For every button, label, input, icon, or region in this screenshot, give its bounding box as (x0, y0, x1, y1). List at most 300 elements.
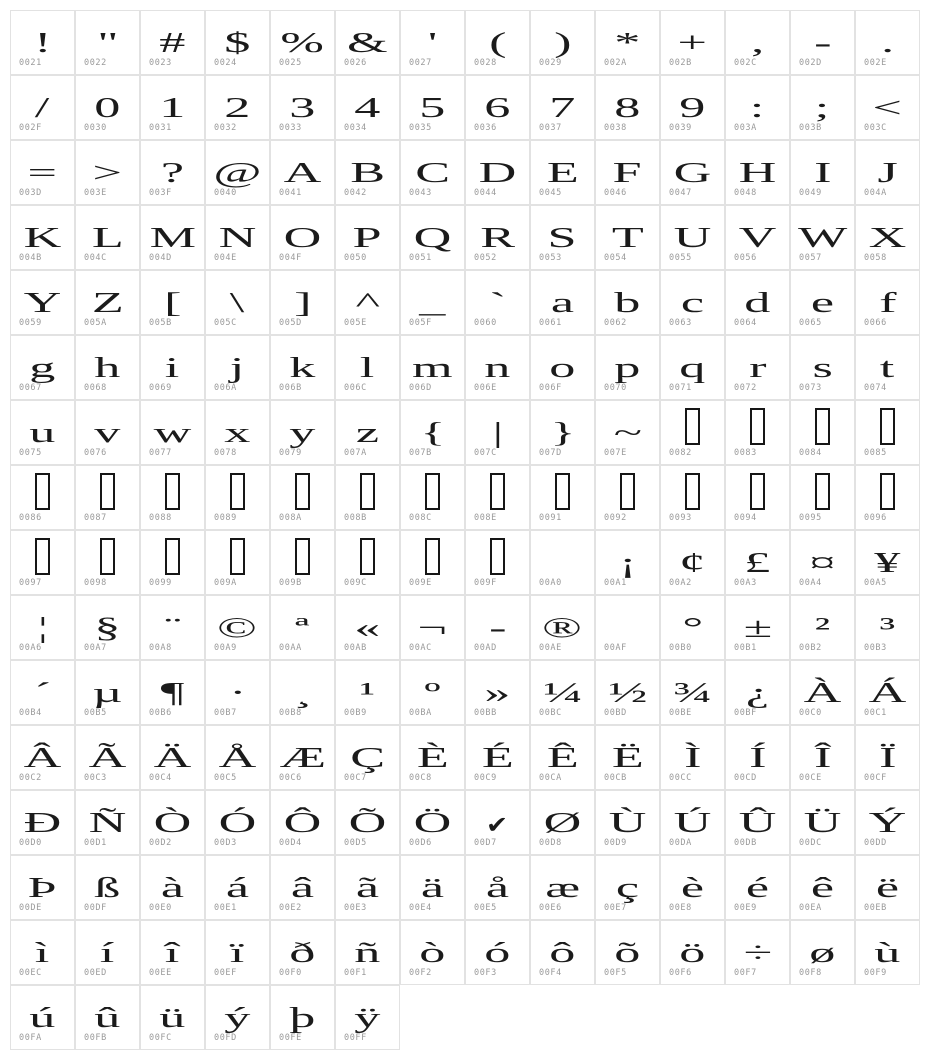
glyph-cell-0092[interactable] (595, 465, 660, 530)
glyph-cell-00B9[interactable] (335, 660, 400, 725)
glyph-cell-0074[interactable] (855, 335, 920, 400)
glyph-cell-0084[interactable] (790, 400, 855, 465)
glyph-cell-002C[interactable] (725, 10, 790, 75)
glyph-cell-00FE[interactable] (270, 985, 335, 1050)
glyph (661, 661, 724, 708)
codepoint-label: 005D (279, 318, 302, 328)
glyph-cell-00C4[interactable] (140, 725, 205, 790)
glyph (531, 531, 594, 578)
glyph-cell-00C5[interactable] (205, 725, 270, 790)
glyph-cell-007E[interactable] (595, 400, 660, 465)
glyph-cell-00E2[interactable] (270, 855, 335, 920)
glyph (11, 206, 74, 253)
glyph-cell-0095[interactable] (790, 465, 855, 530)
glyph-cell-0075[interactable] (10, 400, 75, 465)
glyph-cell-003E[interactable] (75, 140, 140, 205)
glyph-cell-0038[interactable] (595, 75, 660, 140)
glyph-cell-0045[interactable] (530, 140, 595, 205)
glyph-cell-0070[interactable] (595, 335, 660, 400)
codepoint-label: 00D4 (279, 838, 302, 848)
glyph-cell-009B[interactable] (270, 530, 335, 595)
glyph-cell-00F7[interactable] (725, 920, 790, 985)
codepoint-label: 00DA (669, 838, 692, 848)
glyph-character: · (228, 677, 247, 709)
glyph-character: c (680, 287, 705, 319)
glyph-cell-00F3[interactable] (465, 920, 530, 985)
glyph-cell-00AD[interactable] (465, 595, 530, 660)
glyph-cell-0057[interactable] (790, 205, 855, 270)
glyph-cell-008A[interactable] (270, 465, 335, 530)
glyph-cell-0035[interactable] (400, 75, 465, 140)
glyph-cell-0049[interactable] (790, 140, 855, 205)
glyph-cell-0083[interactable] (725, 400, 790, 465)
glyph-cell-003A[interactable] (725, 75, 790, 140)
glyph-cell-0042[interactable] (335, 140, 400, 205)
glyph-cell-006E[interactable] (465, 335, 530, 400)
glyph-cell-005B[interactable] (140, 270, 205, 335)
glyph-character: n (484, 352, 511, 384)
glyph-character: ^ (355, 287, 380, 319)
notdef-glyph (271, 531, 334, 578)
glyph-character: Ï (878, 742, 897, 774)
glyph-cell-00FF[interactable] (335, 985, 400, 1050)
glyph (206, 76, 269, 123)
notdef-box-icon (35, 473, 50, 510)
glyph-cell-0022[interactable] (75, 10, 140, 75)
glyph-cell-00E3[interactable] (335, 855, 400, 920)
glyph-cell-0079[interactable] (270, 400, 335, 465)
glyph (206, 921, 269, 968)
glyph-cell-00D2[interactable] (140, 790, 205, 855)
glyph-cell-00DE[interactable] (10, 855, 75, 920)
glyph-cell-0054[interactable] (595, 205, 660, 270)
glyph-character: µ (92, 677, 123, 709)
glyph (466, 271, 529, 318)
glyph-cell-004F[interactable] (270, 205, 335, 270)
codepoint-label: 0027 (409, 58, 432, 68)
glyph-cell-00E8[interactable] (660, 855, 725, 920)
glyph-cell-003C[interactable] (855, 75, 920, 140)
glyph-cell-00ED[interactable] (75, 920, 140, 985)
glyph-character: m (412, 352, 453, 384)
glyph-cell-00C3[interactable] (75, 725, 140, 790)
codepoint-label: 00AA (279, 643, 302, 653)
glyph-cell-004B[interactable] (10, 205, 75, 270)
glyph-cell-00C6[interactable] (270, 725, 335, 790)
glyph-cell-0051[interactable] (400, 205, 465, 270)
glyph-cell-00EF[interactable] (205, 920, 270, 985)
glyph-cell-00D9[interactable] (595, 790, 660, 855)
glyph-cell-00F5[interactable] (595, 920, 660, 985)
glyph-cell-00CC[interactable] (660, 725, 725, 790)
glyph-cell-004C[interactable] (75, 205, 140, 270)
glyph (661, 11, 724, 58)
glyph-cell-0055[interactable] (660, 205, 725, 270)
glyph-cell-0029[interactable] (530, 10, 595, 75)
codepoint-label: 00A9 (214, 643, 237, 653)
glyph-cell-00AB[interactable] (335, 595, 400, 660)
glyph-cell-0050[interactable] (335, 205, 400, 270)
glyph-cell-00A5[interactable] (855, 530, 920, 595)
glyph (726, 271, 789, 318)
glyph-cell-0086[interactable] (10, 465, 75, 530)
glyph-cell-0026[interactable] (335, 10, 400, 75)
glyph (271, 206, 334, 253)
glyph-cell-00D4[interactable] (270, 790, 335, 855)
glyph (791, 11, 854, 58)
glyph-character: ÷ (743, 937, 772, 969)
glyph-cell-00A4[interactable] (790, 530, 855, 595)
codepoint-label: 00A5 (864, 578, 887, 588)
glyph-cell-002B[interactable] (660, 10, 725, 75)
glyph-cell-0099[interactable] (140, 530, 205, 595)
glyph-cell-00B6[interactable] (140, 660, 205, 725)
glyph-cell-00D6[interactable] (400, 790, 465, 855)
glyph-cell-0030[interactable] (75, 75, 140, 140)
glyph-cell-005D[interactable] (270, 270, 335, 335)
glyph-cell-003D[interactable] (10, 140, 75, 205)
glyph-cell-00F1[interactable] (335, 920, 400, 985)
glyph-cell-0052[interactable] (465, 205, 530, 270)
glyph-cell-0061[interactable] (530, 270, 595, 335)
glyph-cell-00D5[interactable] (335, 790, 400, 855)
glyph-character: à (160, 872, 185, 904)
glyph-cell-0065[interactable] (790, 270, 855, 335)
glyph-cell-00AF[interactable] (595, 595, 660, 660)
glyph-cell-00CE[interactable] (790, 725, 855, 790)
glyph-cell-005A[interactable] (75, 270, 140, 335)
glyph-cell-00A0[interactable] (530, 530, 595, 595)
glyph-cell-00FC[interactable] (140, 985, 205, 1050)
glyph-cell-00F2[interactable] (400, 920, 465, 985)
glyph-cell-0097[interactable] (10, 530, 75, 595)
glyph-cell-00C8[interactable] (400, 725, 465, 790)
glyph-cell-0033[interactable] (270, 75, 335, 140)
notdef-glyph (661, 401, 724, 448)
glyph (141, 11, 204, 58)
glyph-cell-0027[interactable] (400, 10, 465, 75)
glyph (271, 336, 334, 383)
notdef-box-icon (685, 473, 700, 510)
glyph-cell-0046[interactable] (595, 140, 660, 205)
glyph-character: § (94, 612, 121, 644)
glyph-cell-00F0[interactable] (270, 920, 335, 985)
glyph (791, 76, 854, 123)
glyph-character: Ç (350, 742, 385, 774)
glyph-cell-0066[interactable] (855, 270, 920, 335)
glyph-cell-0089[interactable] (205, 465, 270, 530)
codepoint-label: 0044 (474, 188, 497, 198)
glyph-cell-0058[interactable] (855, 205, 920, 270)
glyph-cell-002E[interactable] (855, 10, 920, 75)
glyph (661, 76, 724, 123)
glyph-cell-00D3[interactable] (205, 790, 270, 855)
glyph-cell-00EC[interactable] (10, 920, 75, 985)
glyph-cell-00C9[interactable] (465, 725, 530, 790)
glyph-cell-00DF[interactable] (75, 855, 140, 920)
glyph-cell-0037[interactable] (530, 75, 595, 140)
glyph-character: 8 (614, 92, 641, 124)
glyph-cell-00D7[interactable] (465, 790, 530, 855)
glyph-cell-0088[interactable] (140, 465, 205, 530)
glyph-character: Ê (546, 742, 579, 774)
glyph-cell-00CB[interactable] (595, 725, 660, 790)
glyph-cell-0053[interactable] (530, 205, 595, 270)
glyph-cell-00E4[interactable] (400, 855, 465, 920)
glyph-cell-0068[interactable] (75, 335, 140, 400)
glyph-cell-0062[interactable] (595, 270, 660, 335)
glyph-character: â (290, 872, 315, 904)
glyph-character: b (614, 287, 641, 319)
glyph-cell-00B8[interactable] (270, 660, 335, 725)
glyph-character: Ö (413, 807, 452, 839)
glyph-cell-00E5[interactable] (465, 855, 530, 920)
glyph-cell-00B1[interactable] (725, 595, 790, 660)
glyph-cell-00E1[interactable] (205, 855, 270, 920)
glyph-cell-00BB[interactable] (465, 660, 530, 725)
glyph-cell-00B2[interactable] (790, 595, 855, 660)
glyph-cell-007B[interactable] (400, 400, 465, 465)
glyph-cell-0071[interactable] (660, 335, 725, 400)
glyph-cell-0034[interactable] (335, 75, 400, 140)
glyph-cell-00AA[interactable] (270, 595, 335, 660)
glyph-cell-007A[interactable] (335, 400, 400, 465)
glyph-cell-0096[interactable] (855, 465, 920, 530)
glyph-cell-00A1[interactable] (595, 530, 660, 595)
glyph-cell-0072[interactable] (725, 335, 790, 400)
glyph-cell-00A6[interactable] (10, 595, 75, 660)
glyph-cell-006B[interactable] (270, 335, 335, 400)
glyph-cell-00A9[interactable] (205, 595, 270, 660)
glyph-character: > (92, 157, 123, 189)
glyph-cell-009C[interactable] (335, 530, 400, 595)
glyph (401, 336, 464, 383)
glyph-cell-006D[interactable] (400, 335, 465, 400)
glyph (11, 596, 74, 643)
glyph-cell-004D[interactable] (140, 205, 205, 270)
codepoint-label: 00F9 (864, 968, 887, 978)
glyph-cell-0059[interactable] (10, 270, 75, 335)
codepoint-label: 007A (344, 448, 367, 458)
glyph-character: Î (813, 742, 832, 774)
glyph-cell-00B0[interactable] (660, 595, 725, 660)
glyph-cell-0041[interactable] (270, 140, 335, 205)
glyph-cell-0098[interactable] (75, 530, 140, 595)
glyph-character: 7 (549, 92, 576, 124)
glyph-cell-00C0[interactable] (790, 660, 855, 725)
glyph-cell-0067[interactable] (10, 335, 75, 400)
codepoint-label: 002B (669, 58, 692, 68)
glyph (336, 986, 399, 1033)
glyph-cell-00AE[interactable] (530, 595, 595, 660)
glyph-cell-00DD[interactable] (855, 790, 920, 855)
glyph-cell-00FB[interactable] (75, 985, 140, 1050)
glyph (466, 726, 529, 773)
glyph-cell-00CD[interactable] (725, 725, 790, 790)
glyph-cell-00D0[interactable] (10, 790, 75, 855)
glyph-cell-00C1[interactable] (855, 660, 920, 725)
glyph-cell-00EB[interactable] (855, 855, 920, 920)
glyph-cell-003B[interactable] (790, 75, 855, 140)
glyph-cell-0078[interactable] (205, 400, 270, 465)
glyph-cell-0087[interactable] (75, 465, 140, 530)
glyph-cell-006A[interactable] (205, 335, 270, 400)
glyph-cell-004E[interactable] (205, 205, 270, 270)
glyph-cell-00BD[interactable] (595, 660, 660, 725)
glyph-cell-00F4[interactable] (530, 920, 595, 985)
glyph-cell-005E[interactable] (335, 270, 400, 335)
glyph-cell-008B[interactable] (335, 465, 400, 530)
glyph-cell-0036[interactable] (465, 75, 530, 140)
glyph-cell-00CA[interactable] (530, 725, 595, 790)
glyph-cell-00B3[interactable] (855, 595, 920, 660)
codepoint-label: 00DB (734, 838, 757, 848)
glyph-cell-0032[interactable] (205, 75, 270, 140)
glyph-cell-0094[interactable] (725, 465, 790, 530)
glyph-cell-0044[interactable] (465, 140, 530, 205)
glyph-cell-005C[interactable] (205, 270, 270, 335)
glyph-cell-0047[interactable] (660, 140, 725, 205)
glyph-character: l (360, 352, 375, 384)
glyph-cell-0024[interactable] (205, 10, 270, 75)
glyph-cell-0073[interactable] (790, 335, 855, 400)
glyph-cell-007D[interactable] (530, 400, 595, 465)
glyph-character: 0 (94, 92, 121, 124)
glyph-cell-006F[interactable] (530, 335, 595, 400)
glyph-cell-0091[interactable] (530, 465, 595, 530)
glyph-cell-008E[interactable] (465, 465, 530, 530)
codepoint-label: 00C0 (799, 708, 822, 718)
glyph-cell-009E[interactable] (400, 530, 465, 595)
glyph-cell-005F[interactable] (400, 270, 465, 335)
glyph-cell-00B5[interactable] (75, 660, 140, 725)
codepoint-label: 009B (279, 578, 302, 588)
glyph-cell-00E9[interactable] (725, 855, 790, 920)
glyph-cell-0021[interactable] (10, 10, 75, 75)
codepoint-label: 0072 (734, 383, 757, 393)
glyph (76, 921, 139, 968)
glyph-cell-00F8[interactable] (790, 920, 855, 985)
glyph-cell-007C[interactable] (465, 400, 530, 465)
glyph-cell-003F[interactable] (140, 140, 205, 205)
glyph-cell-0082[interactable] (660, 400, 725, 465)
glyph-cell-0031[interactable] (140, 75, 205, 140)
codepoint-label: 0043 (409, 188, 432, 198)
glyph-cell-00BA[interactable] (400, 660, 465, 725)
codepoint-label: 007C (474, 448, 497, 458)
codepoint-label: 00F4 (539, 968, 562, 978)
glyph-cell-009A[interactable] (205, 530, 270, 595)
glyph-cell-00F6[interactable] (660, 920, 725, 985)
glyph-cell-002D[interactable] (790, 10, 855, 75)
glyph-cell-00A7[interactable] (75, 595, 140, 660)
glyph-cell-0023[interactable] (140, 10, 205, 75)
glyph-cell-0077[interactable] (140, 400, 205, 465)
glyph-cell-00A3[interactable] (725, 530, 790, 595)
glyph-cell-0043[interactable] (400, 140, 465, 205)
glyph-cell-00B7[interactable] (205, 660, 270, 725)
glyph-cell-00E7[interactable] (595, 855, 660, 920)
glyph-cell-0085[interactable] (855, 400, 920, 465)
glyph-cell-002F[interactable] (10, 75, 75, 140)
glyph-cell-00B4[interactable] (10, 660, 75, 725)
glyph-character: ë (875, 872, 900, 904)
glyph (206, 336, 269, 383)
codepoint-label: 00B3 (864, 643, 887, 653)
glyph-cell-009F[interactable] (465, 530, 530, 595)
glyph-cell-00DA[interactable] (660, 790, 725, 855)
glyph-cell-00DC[interactable] (790, 790, 855, 855)
glyph-character: P (352, 222, 383, 254)
glyph-cell-00FD[interactable] (205, 985, 270, 1050)
glyph-cell-00EA[interactable] (790, 855, 855, 920)
glyph-cell-00DB[interactable] (725, 790, 790, 855)
notdef-box-icon (490, 473, 505, 510)
glyph-cell-0076[interactable] (75, 400, 140, 465)
notdef-box-icon (295, 538, 310, 575)
glyph-cell-0025[interactable] (270, 10, 335, 75)
glyph-cell-002A[interactable] (595, 10, 660, 75)
glyph-cell-00BF[interactable] (725, 660, 790, 725)
glyph-cell-0028[interactable] (465, 10, 530, 75)
glyph-cell-0056[interactable] (725, 205, 790, 270)
glyph-cell-0069[interactable] (140, 335, 205, 400)
codepoint-label: 00AF (604, 643, 627, 653)
glyph (466, 141, 529, 188)
glyph-cell-0060[interactable] (465, 270, 530, 335)
glyph-cell-00A8[interactable] (140, 595, 205, 660)
codepoint-label: 0060 (474, 318, 497, 328)
glyph-cell-00BE[interactable] (660, 660, 725, 725)
glyph-cell-006C[interactable] (335, 335, 400, 400)
glyph-cell-0063[interactable] (660, 270, 725, 335)
codepoint-label: 009E (409, 578, 432, 588)
glyph-cell-00D8[interactable] (530, 790, 595, 855)
codepoint-label: 008C (409, 513, 432, 523)
glyph-cell-00C7[interactable] (335, 725, 400, 790)
codepoint-label: 00AD (474, 643, 497, 653)
glyph-cell-00D1[interactable] (75, 790, 140, 855)
glyph-cell-0048[interactable] (725, 140, 790, 205)
notdef-box-icon (165, 473, 180, 510)
glyph-character: & (347, 27, 388, 59)
glyph-cell-00AC[interactable] (400, 595, 465, 660)
glyph-cell-00BC[interactable] (530, 660, 595, 725)
glyph-cell-00A2[interactable] (660, 530, 725, 595)
glyph-cell-0040[interactable] (205, 140, 270, 205)
glyph-cell-00EE[interactable] (140, 920, 205, 985)
glyph (336, 271, 399, 318)
glyph-cell-004A[interactable] (855, 140, 920, 205)
glyph (401, 401, 464, 448)
glyph-character: ¼ (542, 677, 583, 709)
glyph-cell-0093[interactable] (660, 465, 725, 530)
codepoint-label: 00A0 (539, 578, 562, 588)
glyph-cell-0064[interactable] (725, 270, 790, 335)
glyph-character: T (611, 222, 644, 254)
glyph-cell-00E0[interactable] (140, 855, 205, 920)
glyph-cell-00CF[interactable] (855, 725, 920, 790)
glyph-cell-00FA[interactable] (10, 985, 75, 1050)
glyph-cell-00C2[interactable] (10, 725, 75, 790)
glyph-cell-00F9[interactable] (855, 920, 920, 985)
glyph-cell-0039[interactable] (660, 75, 725, 140)
codepoint-label: 00A1 (604, 578, 627, 588)
glyph-cell-008C[interactable] (400, 465, 465, 530)
glyph-cell-00E6[interactable] (530, 855, 595, 920)
glyph-character: i (165, 352, 180, 384)
glyph-character: ¢ (679, 547, 706, 579)
